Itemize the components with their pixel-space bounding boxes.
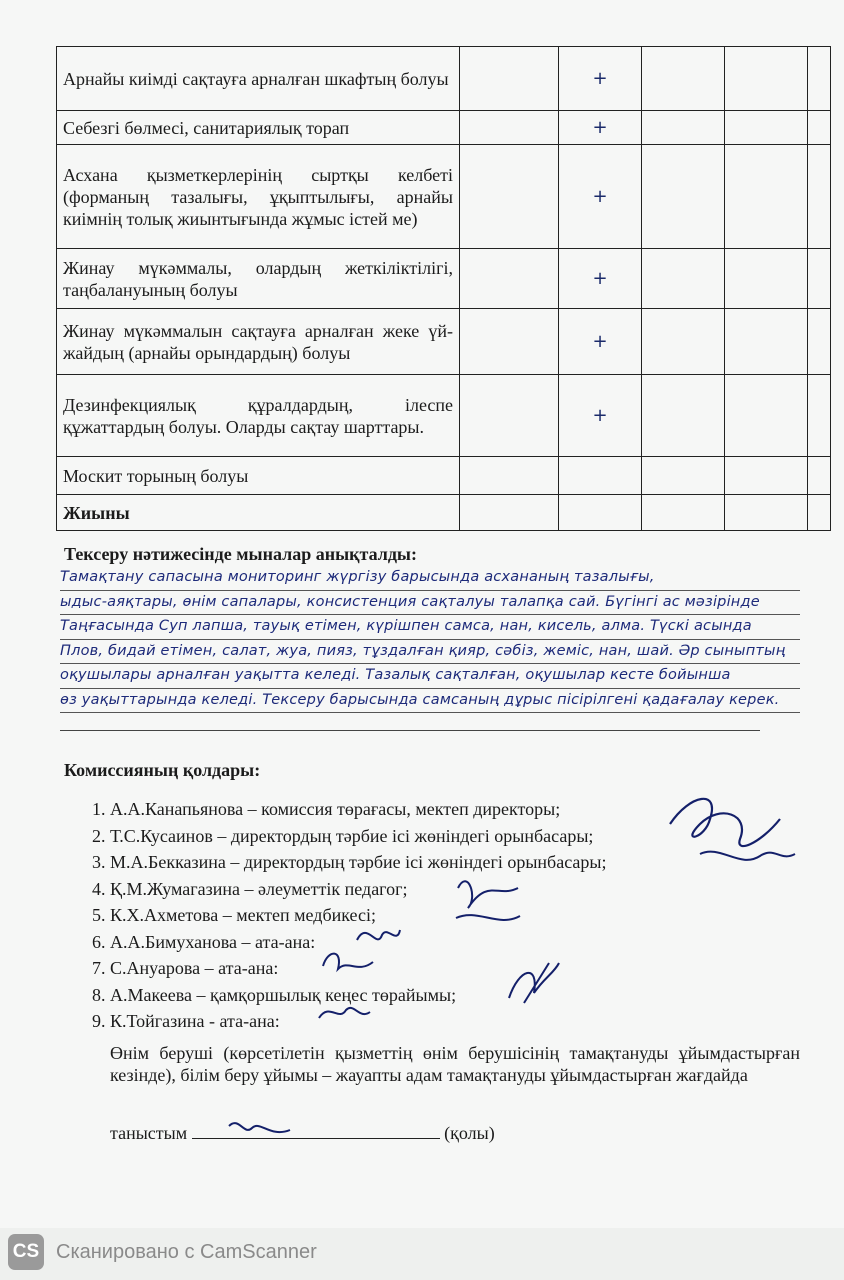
empty-cell [725, 375, 808, 457]
empty-cell [642, 375, 725, 457]
signature-7-icon [224, 1116, 294, 1142]
signature-2-icon [448, 868, 528, 932]
findings-line: ыдыс-аяқтары, өнім сапалары, консистенция сақталуы талапқа сай. Бүгінгі ас мәзірінде [60, 591, 800, 616]
commission-member: 3. М.А.Бекказина – директордың тәрбие ісі жөніндегі орынбасары; [110, 849, 607, 876]
acquaintance-line [110, 1122, 495, 1144]
empty-cell [642, 495, 725, 531]
empty-cell [460, 111, 559, 145]
findings-line: Тамақтану сапасына мониторинг жүргізу барысында асхананың тазалығы, [60, 566, 800, 591]
row-mark: + [559, 249, 642, 309]
signature-hint: (қолы) [444, 1123, 495, 1143]
findings-title: Тексеру нәтижесінде мыналар анықталды: [64, 544, 417, 564]
table-row [57, 111, 831, 145]
row-mark: + [559, 111, 642, 145]
signature-5-icon [504, 958, 564, 1008]
empty-cell [808, 145, 831, 249]
commission-member: 4. Қ.М.Жумагазина – әлеуметтік педагог; [110, 876, 607, 903]
empty-cell [642, 145, 725, 249]
camscanner-footer [8, 1232, 317, 1272]
table-row [57, 145, 831, 249]
empty-cell [808, 249, 831, 309]
findings-line: оқушылары арналған уақытта келеді. Тазалық сақталған, оқушылар кесте бойынша [60, 664, 800, 689]
checklist-table [56, 46, 831, 531]
empty-cell [725, 457, 808, 495]
commission-member: 8. А.Макеева – қамқоршылық кеңес төрайымы; [110, 982, 607, 1009]
table-row [57, 375, 831, 457]
commission-member: 9. К.Тойгазина - ата-ана: [110, 1008, 607, 1035]
signature-6-icon [314, 1000, 374, 1026]
empty-cell [808, 457, 831, 495]
camscanner-logo-icon: CS [8, 1234, 44, 1270]
row-label: Жинау мүкәммалы, олардың жеткіліктілігі, таңбалануының болуы [57, 249, 460, 309]
row-label: Москит торының болуы [57, 457, 460, 495]
empty-cell [460, 145, 559, 249]
row-label: Дезинфекциялық құралдардың, ілеспе құжаттардың болуы. Оларды сақтау шарттары. [57, 375, 460, 457]
row-mark: + [559, 145, 642, 249]
findings-handwritten [60, 566, 800, 713]
empty-cell [642, 309, 725, 375]
row-label: Асхана қызметкерлерінің сыртқы келбеті (форманың тазалығы, ұқыптылығы, арнайы киімнің толық жиынтығында жұмыс істей ме) [57, 145, 460, 249]
empty-cell [725, 249, 808, 309]
table-row [57, 309, 831, 375]
commission-member: 1. А.А.Канапьянова – комиссия төрағасы, мектеп директоры; [110, 796, 607, 823]
findings-line: Таңғасында Суп лапша, тауық етімен, күрішпен самса, нан, кисель, алма. Түскі асында [60, 615, 800, 640]
commission-member: 7. С.Ануарова – ата-ана: [110, 955, 607, 982]
empty-cell [460, 375, 559, 457]
empty-cell [808, 47, 831, 111]
empty-cell [642, 249, 725, 309]
signature-1-icon [660, 784, 800, 884]
divider-line [60, 730, 760, 731]
signature-4-icon [318, 944, 378, 978]
empty-cell [808, 495, 831, 531]
commission-member: 5. К.Х.Ахметова – мектеп медбикесі; [110, 902, 607, 929]
empty-cell [460, 495, 559, 531]
empty-cell [725, 111, 808, 145]
empty-cell [460, 309, 559, 375]
commission-member: 2. Т.С.Кусаинов – директордың тәрбие ісі жөніндегі орынбасары; [110, 823, 607, 850]
empty-cell [642, 111, 725, 145]
acquainted-label: таныстым [110, 1123, 188, 1143]
row-mark: + [559, 309, 642, 375]
table-row [57, 249, 831, 309]
row-mark: + [559, 47, 642, 111]
empty-cell [808, 111, 831, 145]
empty-cell [725, 47, 808, 111]
row-label: Жиыны [57, 495, 460, 531]
findings-line: Плов, бидай етімен, салат, жуа, пияз, тұздалған қияр, сәбіз, жеміс, нан, шай. Әр сыныптың [60, 640, 800, 665]
empty-cell [460, 249, 559, 309]
empty-cell [460, 457, 559, 495]
row-mark: + [559, 375, 642, 457]
findings-line: өз уақыттарында келеді. Тексеру барысында самсаның дұрыс пісірілгені қадағалау керек. [60, 689, 800, 714]
signatures-title: Комиссияның қолдары: [64, 760, 261, 780]
table-row [57, 457, 831, 495]
row-mark [559, 457, 642, 495]
empty-cell [808, 375, 831, 457]
row-label: Арнайы киімді сақтауға арналған шкафтың болуы [57, 47, 460, 111]
empty-cell [642, 47, 725, 111]
empty-cell [725, 495, 808, 531]
row-label: Себезгі бөлмесі, санитариялық торап [57, 111, 460, 145]
producer-text: Өнім беруші (көрсетілетін қызметтің өнім берушісінің тамақтануды ұйымдастырған кезінде), білім беру ұйымы – жауапты адам тамақтануды ұйымдастырған жағдайда [110, 1043, 800, 1085]
commission-member: 6. А.А.Бимуханова – ата-ана: [110, 929, 607, 956]
empty-cell [642, 457, 725, 495]
table-row [57, 495, 831, 531]
empty-cell [725, 309, 808, 375]
row-mark [559, 495, 642, 531]
table-row [57, 47, 831, 111]
empty-cell [725, 145, 808, 249]
empty-cell [460, 47, 559, 111]
row-label: Жинау мүкәммалын сақтауға арналған жеке үй-жайдың (арнайы орындардың) болуы [57, 309, 460, 375]
empty-cell [808, 309, 831, 375]
camscanner-text: Сканировано с CamScanner [56, 1240, 317, 1263]
